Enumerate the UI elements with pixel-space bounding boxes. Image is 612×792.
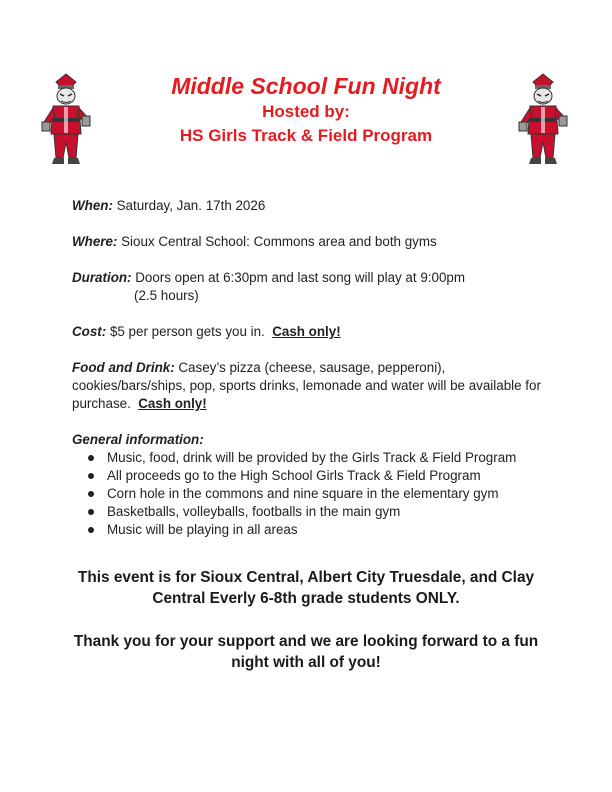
list-item: [86, 521, 552, 539]
duration-line: [72, 269, 552, 305]
duration-value: Doors open at 6:30pm and last song will play at 9:00pm: [131, 270, 465, 285]
where-value: Sioux Central School: Commons area and both gyms: [117, 234, 437, 249]
list-item: [86, 467, 552, 485]
bullet-icon: [88, 491, 94, 497]
cost-label: Cost:: [72, 324, 107, 339]
list-item-text: Music will be playing in all areas: [107, 522, 298, 537]
list-item-text: Corn hole in the commons and nine square in the elementary gym: [107, 486, 499, 501]
list-item: [86, 485, 552, 503]
food-line: [72, 359, 552, 413]
hosted-by-label: Hosted by:: [262, 102, 350, 121]
general-info: [72, 431, 552, 539]
when-label: When:: [72, 198, 113, 213]
list-item: [86, 503, 552, 521]
list-item-text: Basketballs, volleyballs, footballs in the main gym: [107, 504, 401, 519]
bullet-icon: [88, 473, 94, 479]
general-info-list: [72, 449, 552, 539]
bullet-icon: [88, 527, 94, 533]
food-cash-only: Cash only!: [138, 396, 207, 411]
mascot-figure-icon: [38, 72, 94, 168]
general-info-label: General information:: [72, 432, 204, 447]
where-label: Where:: [72, 234, 118, 249]
when-value: Saturday, Jan. 17th 2026: [112, 198, 266, 213]
food-label: Food and Drink:: [72, 360, 175, 375]
cost-cash-only: Cash only!: [272, 324, 341, 339]
mascot-figure-icon: [515, 72, 571, 168]
cost-line: [72, 323, 552, 341]
where-line: [72, 233, 552, 251]
food-value: Casey’s pizza (cheese, sausage, pepperoni), cookies/bars/ships, pop, sports drinks, lemonade and water will be available for purchase.: [72, 360, 545, 411]
host-name: HS Girls Track & Field Program: [179, 126, 433, 145]
duration-label: Duration:: [72, 270, 132, 285]
when-line: [72, 197, 552, 215]
list-item-text: All proceeds go to the High School Girls Track & Field Program: [107, 468, 481, 483]
cost-value: $5 per person gets you in.: [106, 324, 273, 339]
thank-you-note: Thank you for your support and we are looking forward to a fun night with all of you!: [73, 633, 539, 671]
list-item-text: Music, food, drink will be provided by the Girls Track & Field Program: [107, 450, 517, 465]
list-item: [86, 449, 552, 467]
bullet-icon: [88, 455, 94, 461]
bullet-icon: [88, 509, 94, 515]
duration-note: (2.5 hours): [134, 288, 199, 303]
eligibility-notice: This event is for Sioux Central, Albert City Truesdale, and Clay Central Everly 6-8th grade students ONLY.: [77, 569, 535, 607]
event-details: [72, 197, 552, 539]
flyer-header: [120, 72, 492, 148]
page-title: Middle School Fun Night: [171, 73, 441, 99]
